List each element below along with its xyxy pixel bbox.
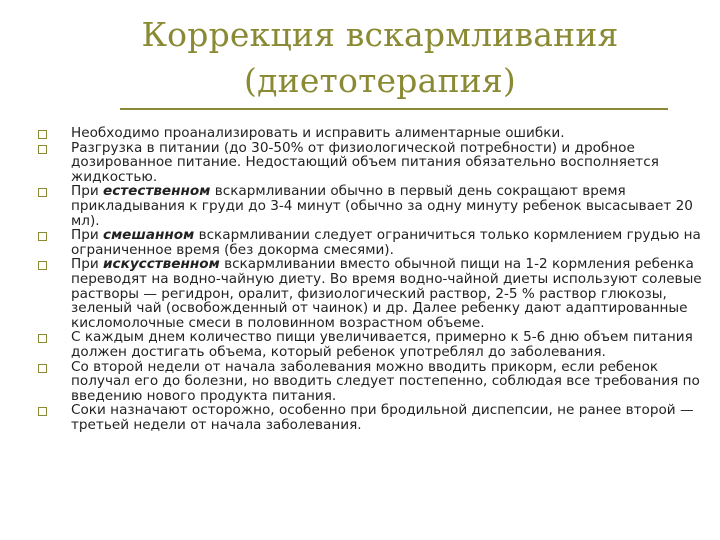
list-item-emphasis: естественном: [103, 183, 211, 200]
slide-title-line-2: (диетотерапия): [244, 61, 516, 100]
list-item-text: Со второй недели от начала заболевания можно вводить прикорм, если ребенок получал его до болезни, но вводить следует постепенно, соблюдая все требования по введению нового продукта питания.: [71, 358, 700, 404]
list-item-text: вскармливании следует ограничиться только кормлением грудью на ограниченное время (без докорма смесями).: [71, 227, 701, 258]
square-bullet-icon: [38, 232, 47, 241]
square-bullet-icon: [38, 407, 47, 416]
list-item-text: Необходимо проанализировать и исправить алиментарные ошибки.: [71, 125, 565, 141]
list-item: [38, 403, 716, 432]
list-item-text: вскармливании вместо обычной пищи на 1-2 кормления ребенка переводят на водно-чайную диету. Во время водно-чайной диеты используют солевые растворы — регидрон, оралит, физиологический раствор, 2-5 % раствор глюкозы, зеленый чай (освобожденный от чаинок) и др. Далее ребенку дают адаптированные кисломолочные смеси в половинном возрастном объеме.: [71, 256, 702, 331]
square-bullet-icon: [38, 261, 47, 270]
list-item: [38, 360, 716, 404]
square-bullet-icon: [38, 364, 47, 373]
square-bullet-icon: [38, 130, 47, 139]
list-item-prefix: При: [71, 183, 104, 200]
square-bullet-icon: [38, 145, 47, 154]
list-item: [38, 126, 716, 141]
list-item-text: Разгрузка в питании (до 30-50% от физиологической потребности) и дробное дозированное питание. Недостающий объем питания обязательно восполняется жидкостью.: [71, 139, 659, 185]
list-item-text: вскармливании обычно в первый день сокращают время прикладывания к груди до 3-4 минут (обычно за одну минуту ребенок высасывает 20 мл).: [71, 183, 693, 229]
list-item-prefix: При: [71, 256, 104, 273]
list-item-text: Соки назначают осторожно, особенно при бродильной диспепсии, не ранее второй — третьей недели от начала заболевания.: [71, 402, 694, 433]
square-bullet-icon: [38, 334, 47, 343]
list-item-prefix: При: [71, 227, 104, 244]
list-item: [38, 330, 716, 359]
list-item: [38, 184, 716, 228]
list-item: [38, 228, 716, 257]
list-item-text: С каждым днем количество пищи увеличивается, примерно к 5-6 дню объем питания должен достигать объема, который ребенок употреблял до заболевания.: [71, 329, 693, 360]
list-item: [38, 257, 716, 330]
square-bullet-icon: [38, 188, 47, 197]
title-divider: [120, 108, 668, 110]
slide-title: [90, 12, 670, 104]
list-item: [38, 141, 716, 185]
bullet-list: [38, 126, 716, 432]
list-item-emphasis: смешанном: [103, 227, 195, 244]
slide-title-line-1: Коррекция вскармливания: [141, 15, 619, 54]
list-item-emphasis: искусственном: [103, 256, 220, 273]
